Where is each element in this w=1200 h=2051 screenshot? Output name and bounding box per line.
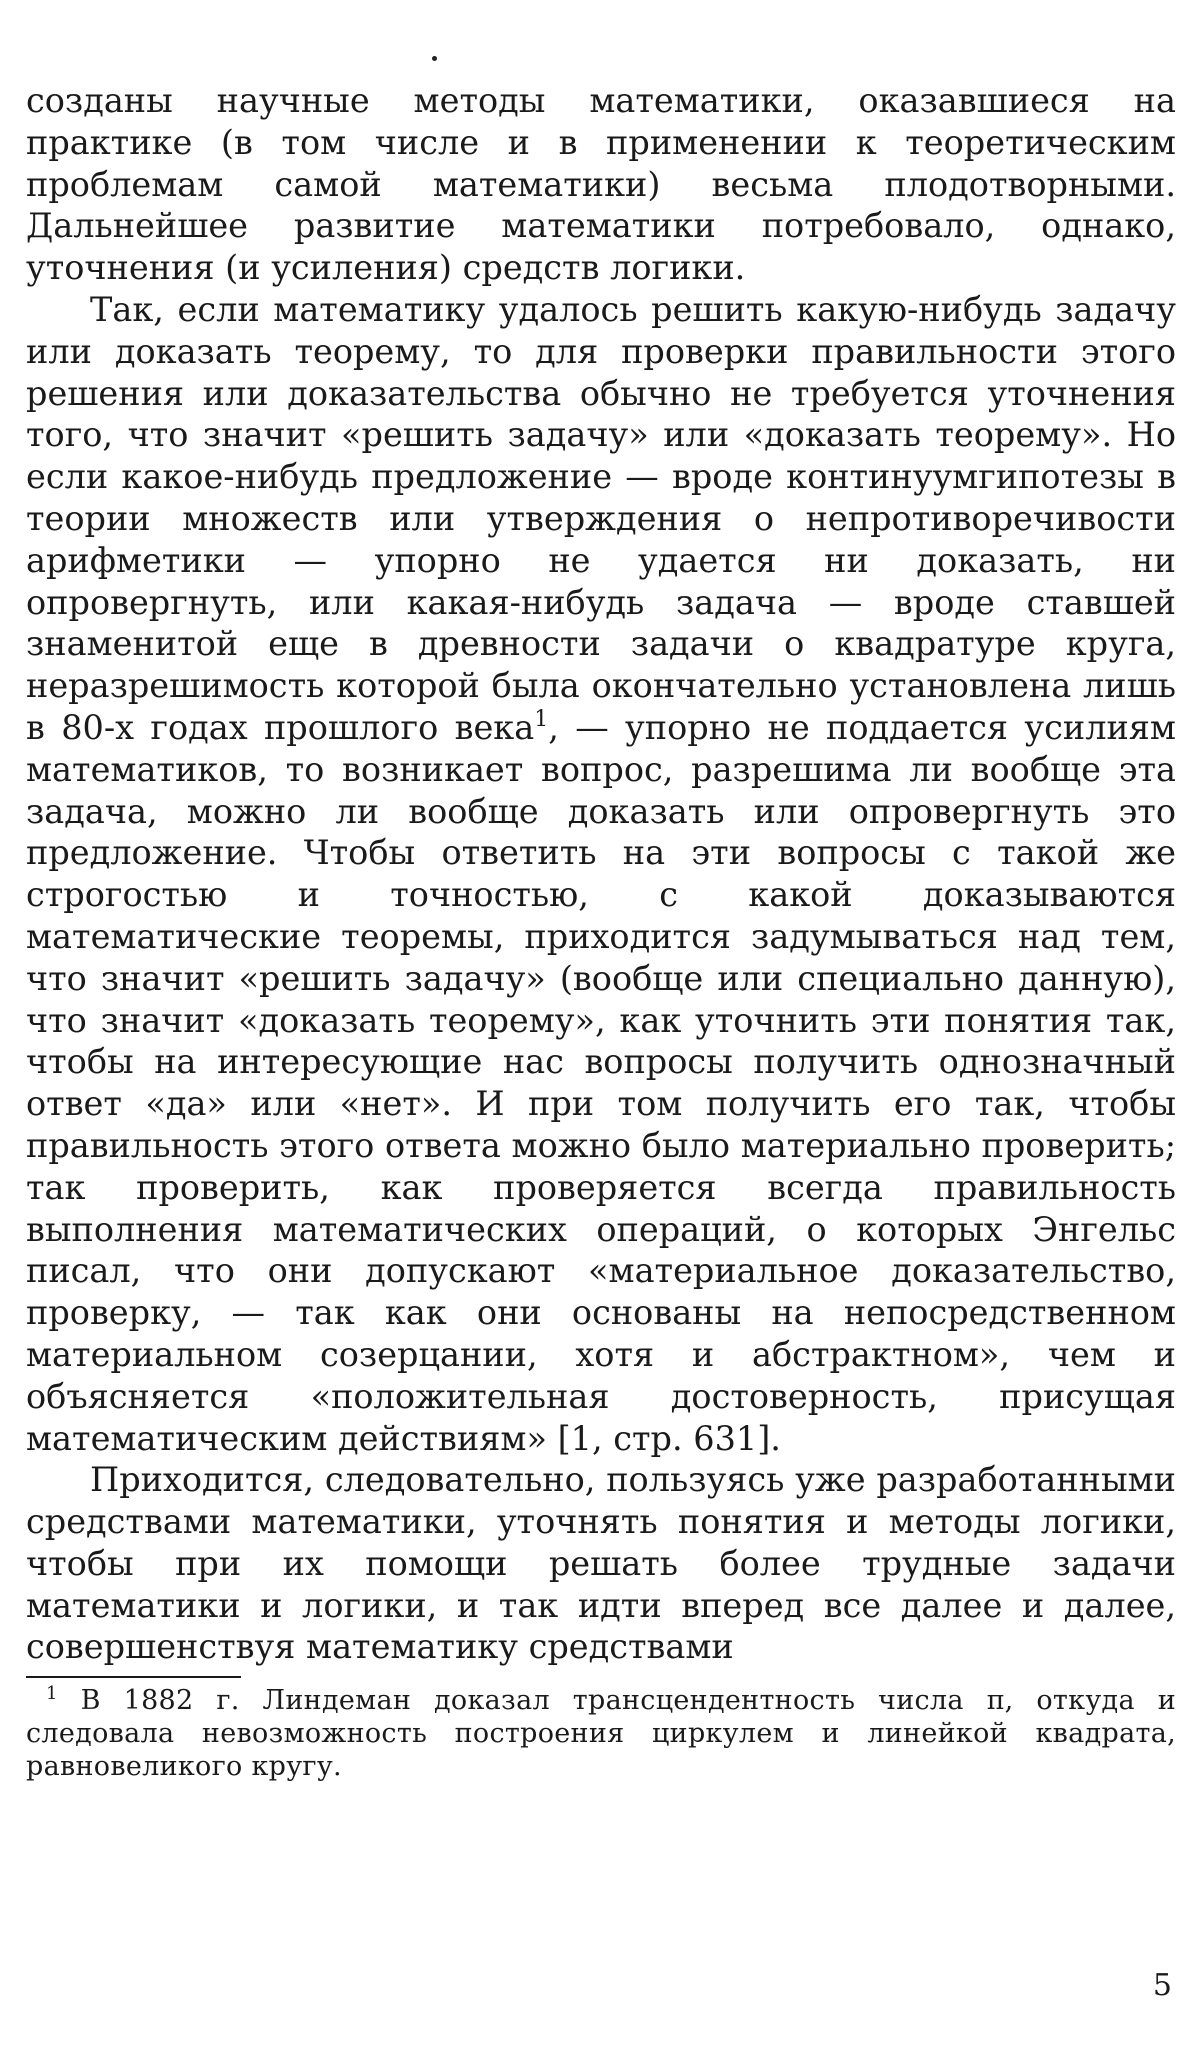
paragraph-2-part-1: Так, если математику удалось решить какую-нибудь задачу или доказать теорему, то для проверки правильности этого решения или доказательства обычно не требуется уточнения того, что значит «решить задачу» или «доказать теорему». Но если какое-нибудь предложение — вроде континуумгипотезы в теории множеств или утверждения о непротиворечивости арифметики — упорно не удается ни доказать, ни опровергнуть, или какая-нибудь задача — вроде ставшей знаменитой еще в древности задачи о квадратуре круга, неразрешимость которой была окончательно установлена лишь в 80-х годах прошлого века: [26, 289, 1176, 747]
footnote-text: В 1882 г. Линдеман доказал трансцендентность числа π, откуда и следовала невозможность построения циркулем и линейкой квадрата, равновеликого кругу.: [26, 1685, 1176, 1783]
print-speck: [432, 56, 437, 61]
paragraph-2: [26, 289, 1176, 1459]
footnote-marker: 1: [46, 1683, 58, 1705]
paragraph-3: Приходится, следовательно, пользуясь уже разработанными средствами математики, уточнять понятия и методы логики, чтобы при их помощи решать более трудные задачи математики и логики, и так идти вперед все далее и далее, совершенствуя математику средствами: [26, 1460, 1176, 1667]
paragraph-1: созданы научные методы математики, оказавшиеся на практике (в том числе и в применении к теоретическим проблемам самой математики) весьма плодотворными. Дальнейшее развитие математики потребовало, однако, уточнения (и усиления) средств логики.: [26, 81, 1176, 288]
page-number: 5: [1152, 1968, 1172, 2003]
footnote-reference: 1: [534, 706, 549, 732]
page-text-block: [26, 80, 1176, 1783]
paragraph-2-part-2: , — упорно не поддается усилиям математиков, то возникает вопрос, разрешима ли вообще эта задача, можно ли вообще доказать или опровергнуть это предложение. Чтобы ответить на эти вопросы с такой же строгостью и точностью, с какой доказываются математические теоремы, приходится задумываться над тем, что значит «решить задачу» (вообще или специально данную), что значит «доказать теорему», как уточнить эти понятия так, чтобы на интересующие нас вопросы получить однозначный ответ «да» или «нет». И при том получить его так, чтобы правильность этого ответа можно было материально проверить; так проверить, как проверяется всегда правильность выполнения математических операций, о которых Энгельс писал, что они допускают «материальное доказательство, проверку, — так как они основаны на непосредственном материальном созерцании, хотя и абстрактном», чем и объясняется «положительная достоверность, присущая математическим действиям» [1, стр. 631].: [26, 707, 1176, 1458]
footnote: [26, 1684, 1176, 1783]
footnote-divider: [26, 1676, 241, 1678]
